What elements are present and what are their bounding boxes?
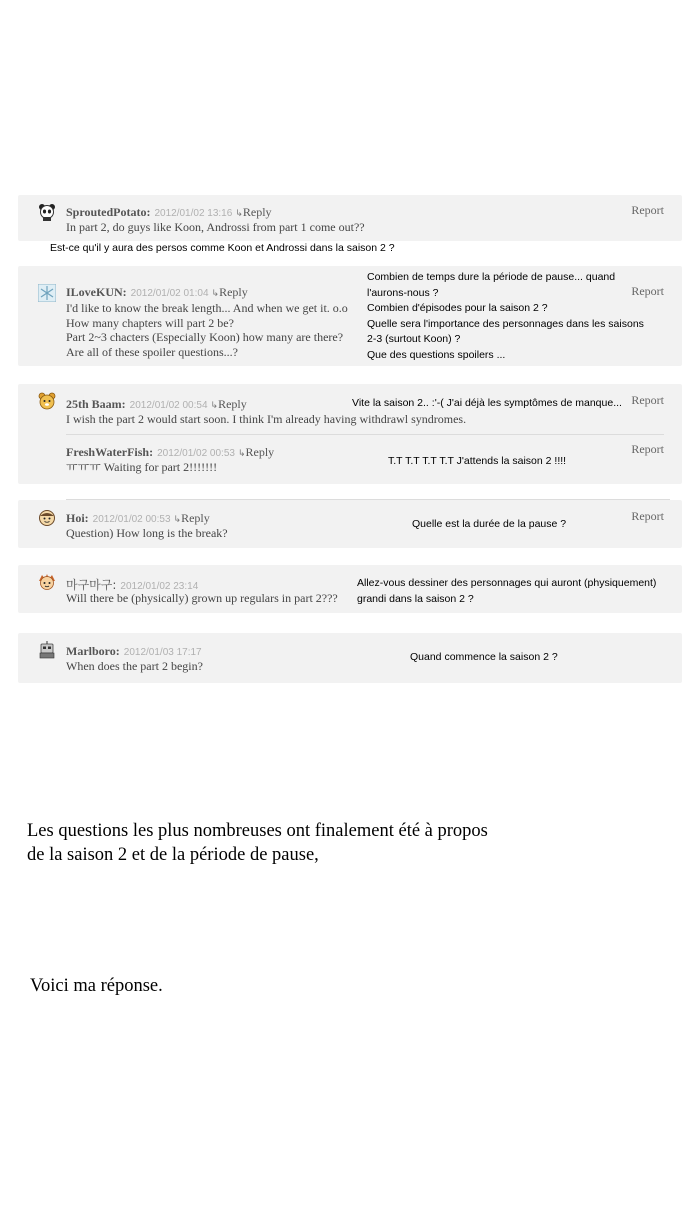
reply-label: Reply [218,397,247,411]
comment-meta [66,511,210,526]
closing-line-2: de la saison 2 et de la période de pause, [27,845,319,865]
translation-line: 2-3 (surtout Koon) ? [367,333,461,345]
character-avatar-icon [38,573,56,591]
comment-username[interactable]: SproutedPotato: [66,205,151,219]
reply-link[interactable] [174,511,210,525]
comment-body [66,220,365,235]
translation-line: Combien de temps dure la période de pause... quand [367,271,616,283]
translation-line: l'aurons-nous ? [367,286,439,299]
translation-1: Est-ce qu'il y aura des persos comme Koon et Androssi dans la saison 2 ? [50,242,395,254]
translation-line: Allez-vous dessiner des personnages qui auront (physiquement) [357,577,657,589]
comment-date: 2012/01/02 23:14 [120,581,199,592]
comment-username[interactable]: ILoveKUN: [66,285,127,299]
reply-arrow-icon: ↳ [235,209,243,219]
translation-line: Que des questions spoilers ... [367,348,506,361]
comment-line: Question) How long is the break? [66,526,228,540]
comment-body [66,526,228,541]
comment-username[interactable]: Marlboro: [66,644,120,658]
comment-line: I'd like to know the break length... And when we get it. o.o [66,301,348,315]
comment-username[interactable]: 마구마구: [66,578,117,592]
translation-line: grandi dans la saison 2 ? [357,592,474,605]
comment-body [66,301,348,359]
report-button[interactable]: Report [631,284,664,298]
comment-date: 2012/01/02 13:16 [154,208,233,219]
translation-2 [367,270,644,363]
comment-line: Will there be (physically) grown up regulars in part 2??? [66,591,338,605]
divider [66,434,664,435]
comment-line: Are all of these spoiler questions...? [66,344,238,359]
reply-arrow-icon: ↳ [210,401,219,411]
comment-meta [66,205,272,220]
comment-marlboro [18,633,682,683]
panda-avatar-icon [38,203,56,221]
reply-label: Reply [219,285,248,299]
reply-link[interactable] [211,397,247,411]
reply-link[interactable] [238,445,274,459]
translation-3: Vite la saison 2.. :'-( J'ai déjà les symptômes de manque... [352,397,622,409]
comment-date: 2012/01/02 00:54 [129,400,208,411]
reply-arrow-icon: ↳ [211,289,220,299]
comment-body [66,591,338,606]
translation-line: Quelle sera l'importance des personnages dans les saisons [367,317,644,330]
comment-username[interactable]: Hoi: [66,511,89,525]
comment-date: 2012/01/02 00:53 [92,514,171,525]
translation-4: T.T T.T T.T T.T J'attends la saison 2 !!!! [388,455,567,467]
translation-6 [357,576,656,607]
comment-meta [66,644,202,659]
comment-line: How many chapters will part 2 be? [66,315,234,330]
comment-date: 2012/01/02 01:04 [130,288,209,299]
report-button[interactable]: Report [631,203,664,217]
comment-sproutedpotato [18,195,682,241]
comment-line: I wish the part 2 would start soon. I think I'm already having withdrawl syndromes. [66,412,467,426]
closing-line-3: Voici ma réponse. [30,976,163,996]
reply-link[interactable] [235,205,271,219]
translation-5: Quelle est la durée de la pause ? [412,518,567,530]
comment-line: ㅠㅠㅠ Waiting for part 2!!!!!!! [66,460,218,474]
face-avatar-icon [38,509,56,527]
comment-date: 2012/01/03 17:17 [123,647,202,658]
report-button[interactable]: Report [631,393,664,407]
reply-label: Reply [245,445,275,459]
comment-meta [66,285,248,300]
comment-username[interactable]: FreshWaterFish: [66,445,154,459]
comment-username[interactable]: 25th Baam: [66,397,126,411]
bear-avatar-icon [38,392,56,410]
reply-link[interactable] [212,285,248,299]
translation-7: Quand commence la saison 2 ? [410,651,558,663]
comment-line: Part 2~3 chacters (Especially Koon) how many are there? [66,330,344,344]
report-button[interactable]: Report [631,442,664,456]
comment-body [66,659,203,674]
reply-label: Reply [181,511,210,525]
robot-avatar-icon [38,641,56,659]
closing-line-1: Les questions les plus nombreuses ont finalement été à propos [27,821,488,841]
comment-hoi [18,500,682,548]
reply-arrow-icon: ↳ [237,449,246,459]
reply-label: Reply [242,205,272,219]
report-button[interactable]: Report [631,509,664,523]
comment-line: In part 2, do guys like Koon, Androssi from part 1 come out?? [66,220,365,234]
translation-line: Combien d'épisodes pour la saison 2 ? [367,302,548,314]
comment-line: When does the part 2 begin? [66,659,203,673]
comment-body [66,460,217,475]
comment-meta [66,397,247,412]
comment-meta [66,445,274,460]
reply-arrow-icon: ↳ [173,515,182,525]
snowflake-avatar-icon [38,284,56,302]
comment-date: 2012/01/02 00:53 [157,448,235,459]
comment-body [66,412,466,427]
